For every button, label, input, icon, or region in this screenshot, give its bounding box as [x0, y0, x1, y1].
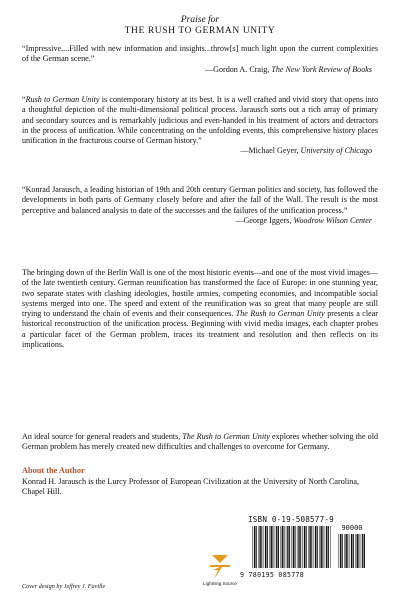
barcode-bar [328, 526, 329, 568]
barcode-bar [351, 534, 352, 568]
printer-name: Lightning Source [203, 581, 237, 586]
barcode-bar [309, 526, 310, 568]
barcode-bar [317, 526, 318, 568]
barcode-bar [304, 526, 305, 568]
barcode-bar [311, 526, 312, 568]
quote-attribution [22, 216, 378, 226]
barcode-bar [322, 526, 323, 568]
barcode-bar [364, 534, 365, 568]
praise-header [0, 15, 400, 37]
barcode-bar [355, 534, 356, 568]
quote-author: —Gordon A. Craig, [205, 64, 270, 74]
barcode-bar [308, 526, 309, 568]
review-quote-geyer [22, 95, 378, 157]
barcode-bar [286, 526, 287, 568]
barcode-bar [321, 526, 322, 568]
barcode-bar [264, 526, 265, 568]
barcode-bar [259, 526, 260, 568]
barcode-bar [291, 526, 292, 568]
barcode-bar [287, 526, 288, 568]
quote-source: Woodrow Wilson Center [293, 215, 372, 225]
desc-text: The bringing down of the Berlin Wall is one of the most historic events—and one of the most vivid images—of the late twentieth century. German reunification has transformed the face of Europe: in one stunning year, two separate states with clashing ideologies, hostile armies, competing economies, and incompatible social systems merged into one. The speed and extent of the reunification was so great that many people are still trying to understand the chain of events and their consequences. [22, 268, 378, 319]
barcode-bar [319, 526, 320, 568]
barcode-bar [282, 526, 283, 568]
review-quote-iggers [22, 185, 378, 226]
desc-text: An ideal source for general readers and students, [22, 432, 183, 441]
barcode-bar [267, 526, 268, 568]
barcode-bar [357, 534, 358, 568]
barcode-bar [278, 526, 279, 568]
barcode-bar [302, 526, 303, 568]
barcode-bar [315, 526, 316, 568]
barcode-bar [253, 526, 254, 568]
barcode-bar [358, 534, 359, 568]
desc-book-title: The Rush to German Unity [182, 432, 270, 441]
description-paragraph-1 [22, 268, 378, 350]
barcode-bar [314, 526, 315, 568]
quote-author: —George Iggers, [235, 215, 292, 225]
quote-source: The New York Review of Books [271, 64, 372, 74]
quote-book-title: Rush to German Unity [25, 95, 100, 104]
barcode-bar [269, 526, 270, 568]
barcode-bar [275, 526, 276, 568]
barcode-bar [306, 526, 307, 568]
price-addon-label: 90000 [341, 524, 363, 532]
description-paragraph-2 [22, 432, 378, 453]
barcode-bar [298, 526, 299, 568]
barcode-digits: 9 780195 085778 [240, 571, 305, 579]
praise-label: Praise for [180, 15, 220, 25]
barcode-bar [297, 526, 298, 568]
quote-body: is contemporary history at its best. It is a well crafted and vivid story that opens into a thoughtful depiction of the multi-dimensional political process. Jarausch sorts out a rich array of primary and secondary sources and is remarkably judicious and even-handed in his treatment of actors and detractors in the process of unification. While concentrating on the unfolding events, this comprehensive history places unification in the fracturous course of German history.” [22, 95, 378, 146]
barcode-bar [280, 526, 281, 568]
lightning-source-logo [208, 553, 232, 581]
barcode-bar [347, 534, 348, 568]
book-title: THE RUSH TO GERMAN UNITY [124, 26, 276, 36]
cover-design-credit: Cover design by Jeffrey J. Faville [22, 583, 106, 590]
barcode-bar [284, 526, 285, 568]
barcode-bar [326, 526, 327, 568]
quote-attribution [22, 65, 378, 75]
quote-source: University of Chicago [300, 146, 372, 156]
barcode-bar [261, 526, 262, 568]
barcode-bar [272, 526, 273, 568]
barcode-bar [345, 534, 346, 568]
barcode-bar [350, 534, 351, 568]
barcode-bar [339, 534, 340, 568]
barcode-bar [344, 534, 345, 568]
barcode-bar [362, 534, 363, 568]
desc-text: explores whether solving the old German problem has merely created new difficulties and challenges to overcome for Germany. [22, 432, 378, 452]
barcode-bar [342, 534, 343, 568]
quote-author: —Michael Geyer, [240, 146, 299, 156]
barcode-bar [353, 534, 354, 568]
desc-text: presents a clear historical reconstruction of the unification process. Beginning with vivid media images, each chapter probes a particular facet of the German problem, traces its treatment and resolution and then reflects on its implications. [22, 309, 378, 350]
quote-open-mark: “ [22, 95, 26, 104]
barcode-bar [254, 526, 255, 568]
barcode-bar [256, 526, 257, 568]
about-author-heading: About the Author [22, 466, 85, 475]
barcode-bar [289, 526, 290, 568]
barcode-bar [271, 526, 272, 568]
barcode-bar [300, 526, 301, 568]
quote-text: “Konrad Jarausch, a leading historian of 19th and 20th century German politics and society, has followed the developments in both parts of Germany closely before and after the fall of the Wall. The result is the most perceptive and balanced analysis to date of the successes and the failures of the unification process.” [22, 185, 378, 215]
quote-text [22, 95, 378, 146]
price-addon-barcode [338, 534, 366, 568]
about-author-body: Konrad H. Jarausch is the Lurcy Professor of European Civilization at the University of North Carolina, Chapel Hill. [22, 477, 359, 497]
quote-text: “Impressive....Filled with new information and insights...throw[s] much light upon the current complexities of the German scene.” [22, 44, 378, 64]
barcode-bar [340, 534, 341, 568]
barcode-bar [265, 526, 266, 568]
review-quote-craig [22, 44, 378, 75]
desc-book-title: The Rush to German Unity [235, 309, 325, 319]
barcode-bar [258, 526, 259, 568]
isbn-barcode [252, 526, 332, 568]
barcode-bar [330, 526, 331, 568]
quote-attribution [22, 146, 378, 156]
barcode-bar [361, 534, 362, 568]
barcode-bar [325, 526, 326, 568]
isbn-label: ISBN 0-19-508577-9 [248, 515, 334, 524]
barcode-bar [295, 526, 296, 568]
barcode-bar [293, 526, 294, 568]
barcode-bar [276, 526, 277, 568]
